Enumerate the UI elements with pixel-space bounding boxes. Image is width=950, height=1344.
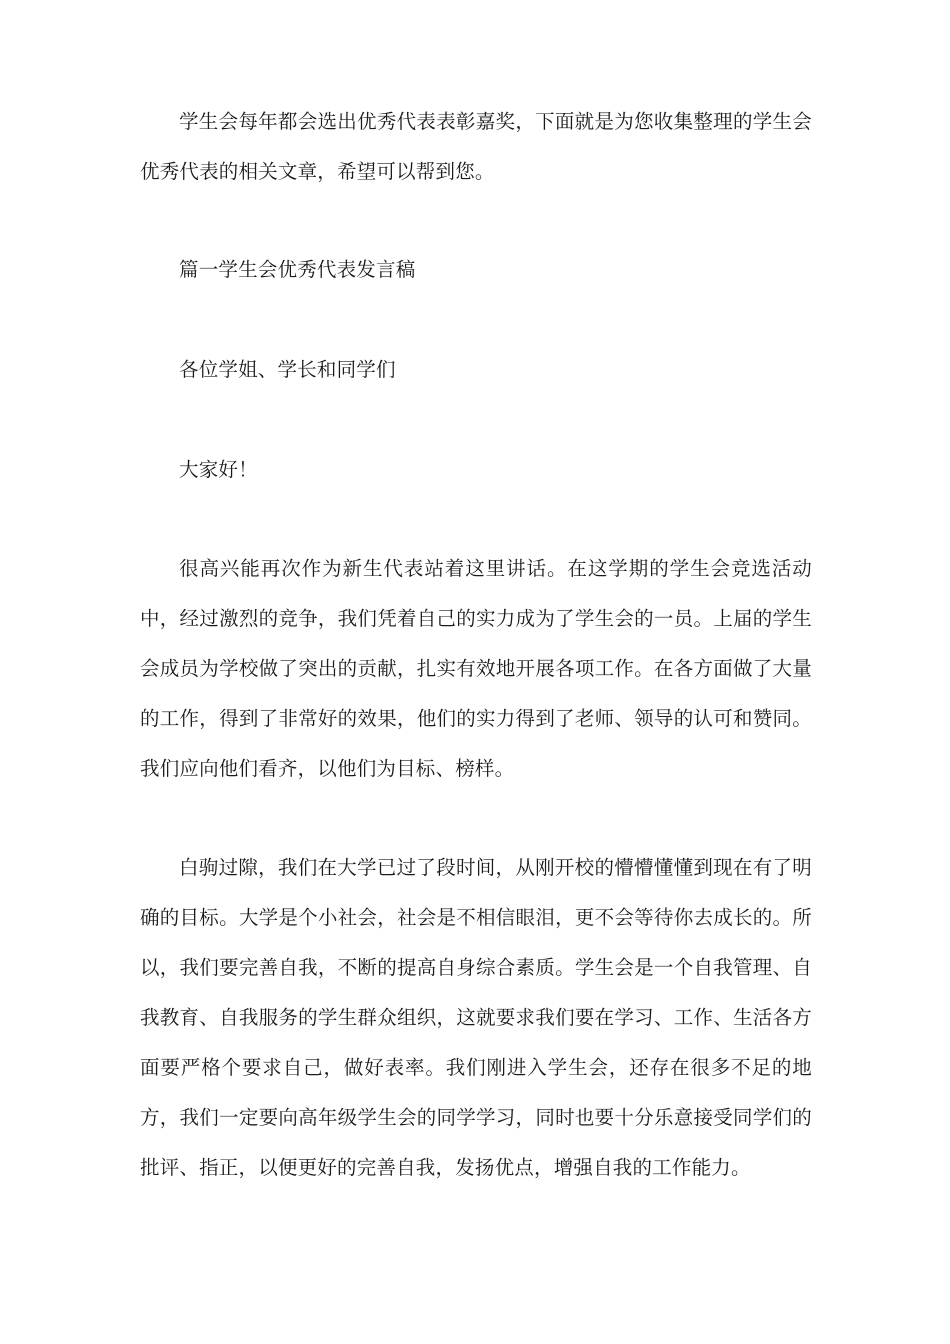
body-paragraph-2: 白驹过隙，我们在大学已过了段时间，从刚开校的懵懵懂懂到现在有了明确的目标。大学是个小社会，社会是不相信眼泪，更不会等待你去成长的。所以，我们要完善自我，不断的提高自身综合素质。学生会是一个自我管理、自我教育、自我服务的学生群众组织，这就要求我们要在学习、工作、生活各方面要严格个要求自己，做好表率。我们刚进入学生会，还存在很多不足的地方，我们一定要向高年级学生会的同学学习，同时也要十分乐意接受同学们的批评、指正，以便更好的完善自我，发扬优点，增强自我的工作能力。: [140, 856, 812, 1179]
speech-title: 篇一学生会优秀代表发言稿: [179, 258, 416, 281]
body-paragraph-1: 很高兴能再次作为新生代表站着这里讲话。在这学期的学生会竞选活动中，经过激烈的竞争，我们凭着自己的实力成为了学生会的一员。上届的学生会成员为学校做了突出的贡献，扎实有效地开展各项工作。在各方面做了大量的工作，得到了非常好的效果，他们的实力得到了老师、领导的认可和赞同。我们应向他们看齐，以他们为目标、榜样。: [140, 557, 812, 780]
greeting: 大家好！: [179, 458, 258, 481]
intro-paragraph: 学生会每年都会选出优秀代表表彰嘉奖，下面就是为您收集整理的学生会优秀代表的相关文章，希望可以帮到您。: [140, 110, 812, 183]
salutation: 各位学姐、学长和同学们: [179, 358, 396, 381]
